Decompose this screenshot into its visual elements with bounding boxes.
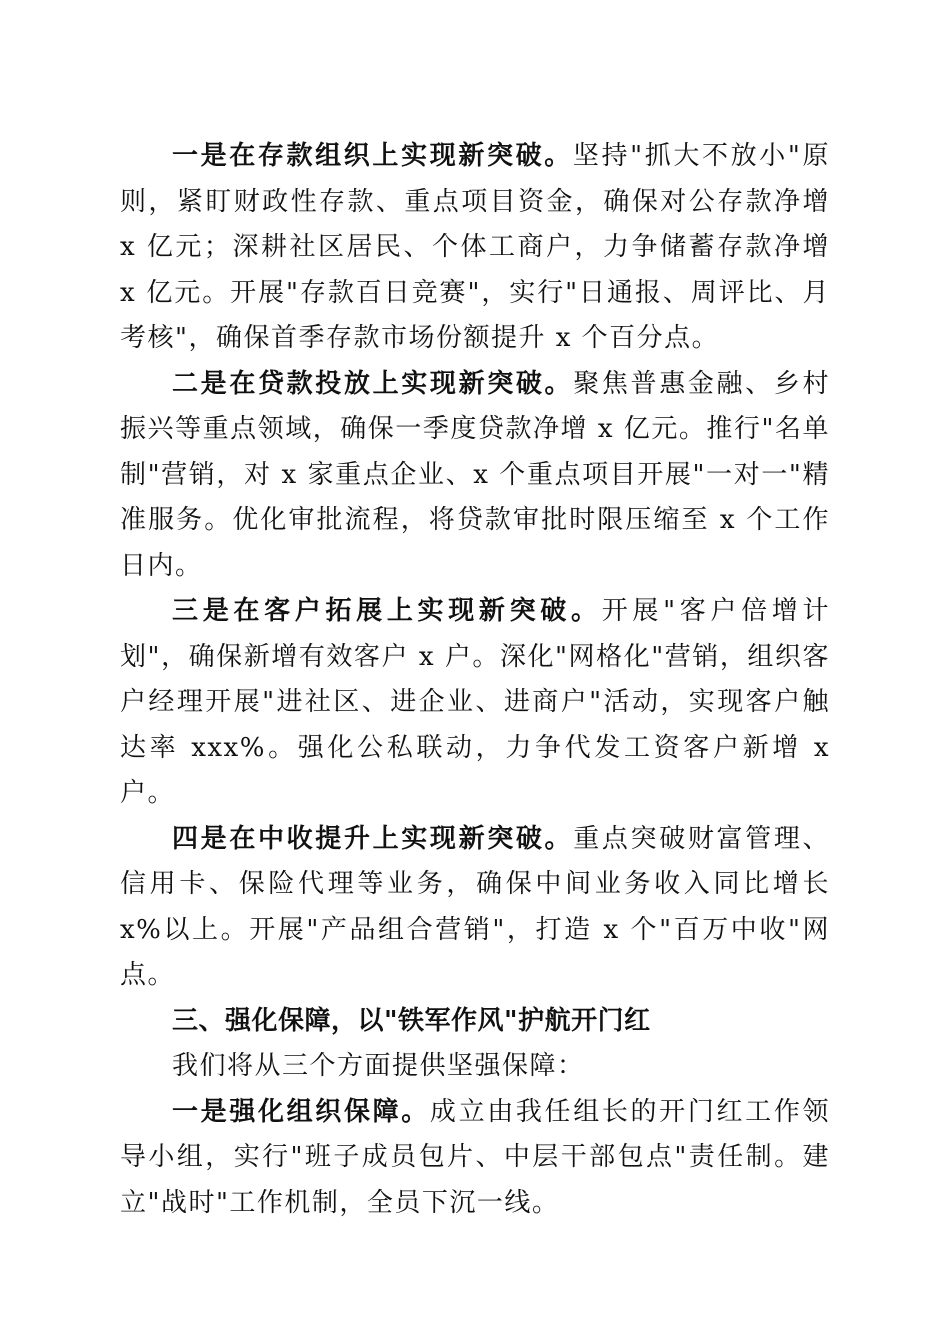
- paragraph-lead: 一是在存款组织上实现新突破。: [172, 141, 573, 171]
- paragraph-text: 重点突破财富管理、信用卡、保险代理等业务，确保中间业务收入同比增长 x%以上。开展"产品组合营销"，打造 x 个"百万中收"网点。: [120, 823, 830, 990]
- paragraph-text: 开展"客户倍增计划"，确保新增有效客户 x 户。深化"网格化"营销，组织客户经理开展"进社区、进企业、进商户"活动，实现客户触达率 xxx%。强化公私联动，力争代发工资客户新增 x 户。: [120, 596, 830, 808]
- paragraph-loan: [120, 362, 830, 590]
- paragraph-lead: 三是在客户拓展上实现新突破。: [172, 596, 602, 626]
- paragraph-text: 聚焦普惠金融、乡村振兴等重点领域，确保一季度贷款净增 x 亿元。推行"名单制"营销，对 x 家重点企业、x 个重点项目开展"一对一"精准服务。优化审批流程，将贷款审批时限压缩至 x 个工作日内。: [120, 368, 830, 581]
- paragraph-lead: 一是强化组织保障。: [172, 1096, 430, 1127]
- paragraph-customer: [120, 589, 830, 817]
- paragraph-organization: [120, 1090, 830, 1227]
- paragraph-text: 坚持"抓大不放小"原则，紧盯财政性存款、重点项目资金，确保对公存款净增 x 亿元；深耕社区居民、个体工商户，力争储蓄存款净增 x 亿元。开展"存款百日竞赛"，实行"日通报、周评比、月考核"，确保首季存款市场份额提升 x 个百分点。: [120, 141, 830, 353]
- paragraph-income: [120, 817, 830, 999]
- paragraph-lead: 二是在贷款投放上实现新突破。: [172, 368, 574, 399]
- paragraph-deposit: [120, 134, 830, 362]
- section-intro: 我们将从三个方面提供坚强保障：: [172, 1051, 585, 1081]
- document-body: [120, 134, 830, 1226]
- paragraph-text: 成立由我任组长的开门红工作领导小组，实行"班子成员包片、中层干部包点"责任制。建立"战时"工作机制，全员下沉一线。: [120, 1096, 830, 1218]
- section-heading: 三、强化保障，以"铁军作风"护航开门红: [172, 1005, 651, 1036]
- paragraph-lead: 四是在中收提升上实现新突破。: [172, 823, 574, 854]
